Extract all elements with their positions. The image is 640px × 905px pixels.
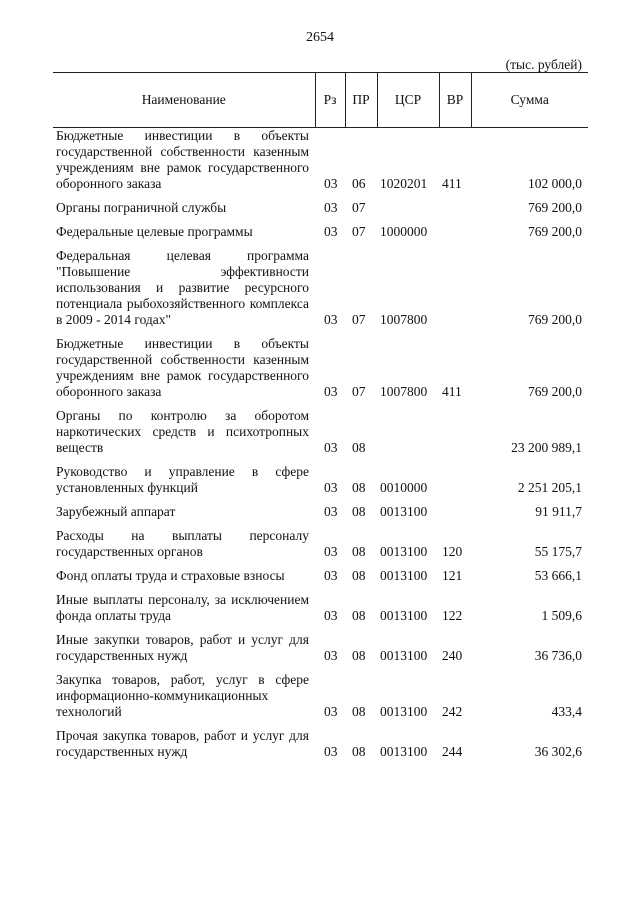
row-name: Расходы на выплаты персоналу государственных органов <box>56 528 309 559</box>
units-note: (тыс. рублей) <box>505 57 582 72</box>
table-row <box>53 725 588 765</box>
row-rz: 03 <box>324 200 338 215</box>
row-pr: 08 <box>352 480 366 495</box>
row-sum: 36 736,0 <box>534 648 582 663</box>
row-sum: 2 251 205,1 <box>517 480 582 495</box>
row-name: Федеральные целевые программы <box>56 224 253 239</box>
row-name: Иные закупки товаров, работ и услуг для государственных нужд <box>56 632 309 663</box>
page-number: 2654 <box>306 30 334 45</box>
row-csr <box>377 405 439 461</box>
header-csr: ЦСР <box>377 73 439 128</box>
table-row <box>53 525 588 565</box>
row-vr: 411 <box>442 176 462 191</box>
row-vr <box>439 245 471 333</box>
budget-table <box>53 72 588 765</box>
row-pr: 07 <box>352 384 366 399</box>
table-row <box>53 333 588 405</box>
row-pr: 08 <box>352 440 366 455</box>
row-sum: 769 200,0 <box>528 224 582 239</box>
row-sum: 23 200 989,1 <box>511 440 582 455</box>
row-rz: 03 <box>324 504 338 519</box>
table-body <box>53 128 588 766</box>
table-row <box>53 405 588 461</box>
row-rz: 03 <box>324 224 338 239</box>
row-pr: 08 <box>352 608 366 623</box>
row-vr <box>439 197 471 221</box>
row-name: Бюджетные инвестиции в объекты государственной собственности казенным учреждениям вне рамок государственного оборонного заказа <box>56 336 309 399</box>
table-row <box>53 197 588 221</box>
table-row <box>53 669 588 725</box>
row-name: Органы по контролю за оборотом наркотических средств и психотропных веществ <box>56 408 309 455</box>
header-name: Наименование <box>53 73 315 128</box>
row-csr: 0013100 <box>380 744 428 759</box>
row-vr: 411 <box>442 384 462 399</box>
row-name: Федеральная целевая программа "Повышение эффективности использования и развитие ресурсного потенциала рыбохозяйственного комплекса в 2009 - 2014 годах" <box>56 248 309 327</box>
row-pr: 08 <box>352 744 366 759</box>
row-pr: 07 <box>352 200 366 215</box>
row-name: Органы пограничной службы <box>56 200 227 215</box>
table-row <box>53 565 588 589</box>
row-sum: 36 302,6 <box>534 744 582 759</box>
table-row <box>53 589 588 629</box>
row-csr: 0013100 <box>380 544 428 559</box>
row-pr: 08 <box>352 704 366 719</box>
row-rz: 03 <box>324 440 338 455</box>
row-pr: 08 <box>352 568 366 583</box>
row-sum: 769 200,0 <box>528 384 582 399</box>
table-row <box>53 128 588 198</box>
row-vr: 240 <box>442 648 463 663</box>
table-row <box>53 629 588 669</box>
row-rz: 03 <box>324 648 338 663</box>
row-vr <box>439 461 471 501</box>
row-pr: 08 <box>352 648 366 663</box>
row-vr: 122 <box>442 608 463 623</box>
row-name: Закупка товаров, работ, услуг в сфере информационно-коммуникационных технологий <box>56 672 309 719</box>
row-name: Прочая закупка товаров, работ и услуг для государственных нужд <box>56 728 309 759</box>
row-rz: 03 <box>324 384 338 399</box>
row-vr: 120 <box>442 544 463 559</box>
row-rz: 03 <box>324 176 338 191</box>
row-sum: 91 911,7 <box>535 504 582 519</box>
row-name: Бюджетные инвестиции в объекты государственной собственности казенным учреждениям вне рамок государственного оборонного заказа <box>56 128 309 191</box>
row-sum: 769 200,0 <box>528 312 582 327</box>
row-pr: 07 <box>352 224 366 239</box>
row-vr: 244 <box>442 744 463 759</box>
row-csr: 1007800 <box>380 384 428 399</box>
row-sum: 769 200,0 <box>528 200 582 215</box>
row-csr: 0013100 <box>380 568 428 583</box>
header-sum: Сумма <box>471 73 588 128</box>
row-sum: 1 509,6 <box>541 608 582 623</box>
row-csr: 1007800 <box>380 312 428 327</box>
table-row <box>53 221 588 245</box>
row-name: Руководство и управление в сфере установленных функций <box>56 464 309 495</box>
row-vr <box>439 221 471 245</box>
row-sum: 55 175,7 <box>534 544 582 559</box>
row-vr: 121 <box>442 568 463 583</box>
row-sum: 102 000,0 <box>528 176 582 191</box>
row-csr: 0013100 <box>380 648 428 663</box>
table-row <box>53 245 588 333</box>
row-csr: 0010000 <box>380 480 428 495</box>
row-csr: 1000000 <box>380 224 428 239</box>
table-row <box>53 501 588 525</box>
row-name: Фонд оплаты труда и страховые взносы <box>56 568 285 583</box>
row-vr: 242 <box>442 704 463 719</box>
row-rz: 03 <box>324 704 338 719</box>
row-pr: 08 <box>352 544 366 559</box>
header-rz: Рз <box>315 73 345 128</box>
row-rz: 03 <box>324 544 338 559</box>
header-pr: ПР <box>345 73 377 128</box>
row-sum: 53 666,1 <box>534 568 582 583</box>
row-name: Иные выплаты персоналу, за исключением фонда оплаты труда <box>56 592 309 623</box>
row-pr: 08 <box>352 504 366 519</box>
row-pr: 07 <box>352 312 366 327</box>
row-rz: 03 <box>324 480 338 495</box>
row-sum: 433,4 <box>551 704 582 719</box>
row-rz: 03 <box>324 744 338 759</box>
row-csr <box>377 197 439 221</box>
row-vr <box>439 501 471 525</box>
row-vr <box>439 405 471 461</box>
table-row <box>53 461 588 501</box>
row-rz: 03 <box>324 312 338 327</box>
row-csr: 0013100 <box>380 704 428 719</box>
row-name: Зарубежный аппарат <box>56 504 176 519</box>
row-pr: 06 <box>352 176 366 191</box>
row-rz: 03 <box>324 608 338 623</box>
table-header-row <box>53 73 588 128</box>
row-rz: 03 <box>324 568 338 583</box>
row-csr: 0013100 <box>380 608 428 623</box>
row-csr: 0013100 <box>380 504 428 519</box>
row-csr: 1020201 <box>380 176 428 191</box>
header-vr: ВР <box>439 73 471 128</box>
